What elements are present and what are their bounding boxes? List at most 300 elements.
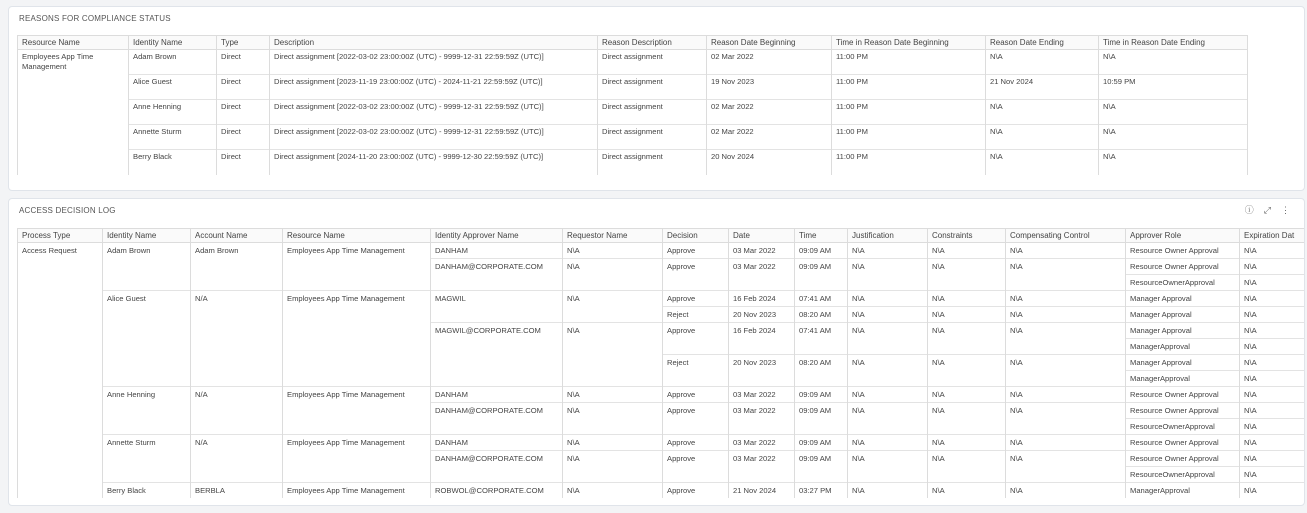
process-type-cell: Access Request (18, 243, 103, 259)
log-cell (1006, 371, 1126, 387)
log-row[interactable] (18, 339, 1306, 355)
log-cell: Manager Approval (1126, 307, 1240, 323)
compliance-cell-begin-time: 11:00 PM (832, 75, 986, 100)
log-row[interactable] (18, 467, 1306, 483)
log-cell (283, 355, 431, 371)
log-cell (283, 307, 431, 323)
log-cell: N\A (848, 483, 928, 499)
compliance-cell-type: Direct (217, 50, 270, 75)
log-cell (103, 467, 191, 483)
compliance-cell-begin: 19 Nov 2023 (707, 75, 832, 100)
log-cell (103, 371, 191, 387)
log-cell: N/A (191, 291, 283, 307)
log-cell (431, 307, 563, 323)
compliance-row[interactable] (18, 50, 1248, 75)
log-cell (795, 275, 848, 291)
log-cell: 09:09 AM (795, 243, 848, 259)
log-cell: 03 Mar 2022 (729, 403, 795, 419)
log-cell: 07:41 AM (795, 323, 848, 339)
log-cell: N\A (1240, 403, 1306, 419)
log-cell: Resource Owner Approval (1126, 259, 1240, 275)
log-cell (431, 355, 563, 371)
compliance-cell-end-time: N\A (1099, 50, 1248, 75)
log-cell: N\A (928, 451, 1006, 467)
log-cell: ManagerApproval (1126, 339, 1240, 355)
log-cell: N\A (563, 291, 663, 307)
log-cell: Adam Brown (103, 243, 191, 259)
log-cell: 03 Mar 2022 (729, 435, 795, 451)
log-cell (848, 419, 928, 435)
log-cell: DANHAM@CORPORATE.COM (431, 403, 563, 419)
log-cell (191, 467, 283, 483)
log-cell: N\A (563, 403, 663, 419)
log-cell: 08:20 AM (795, 355, 848, 371)
log-cell: MAGWIL (431, 291, 563, 307)
log-cell: N\A (1006, 307, 1126, 323)
log-cell: N\A (1240, 435, 1306, 451)
log-cell: 20 Nov 2023 (729, 307, 795, 323)
log-cell: Alice Guest (103, 291, 191, 307)
compliance-cell-type: Direct (217, 100, 270, 125)
log-column-header[interactable]: Justification (848, 229, 928, 243)
log-cell (729, 371, 795, 387)
log-cell (283, 419, 431, 435)
log-cell (729, 419, 795, 435)
log-cell: N\A (563, 451, 663, 467)
log-cell: N\A (1006, 323, 1126, 339)
access-log-panel (8, 198, 1305, 506)
log-column-header[interactable]: Constraints (928, 229, 1006, 243)
log-cell (283, 451, 431, 467)
log-cell: DANHAM@CORPORATE.COM (431, 259, 563, 275)
log-column-header[interactable]: Process Type (18, 229, 103, 243)
log-cell (103, 275, 191, 291)
compliance-column-header[interactable]: Description (270, 36, 598, 50)
log-row[interactable] (18, 259, 1306, 275)
log-cell: N\A (563, 435, 663, 451)
log-cell (1006, 275, 1126, 291)
log-cell: Approve (663, 451, 729, 467)
log-cell (103, 403, 191, 419)
log-cell: Approve (663, 291, 729, 307)
compliance-cell-type: Direct (217, 150, 270, 175)
log-cell: N\A (848, 323, 928, 339)
resource-name-cell: Employees App Time Management (18, 50, 129, 75)
log-cell: N\A (928, 435, 1006, 451)
log-cell: N\A (848, 307, 928, 323)
log-row[interactable] (18, 243, 1306, 259)
log-cell (103, 323, 191, 339)
log-cell (431, 339, 563, 355)
log-cell: Manager Approval (1126, 323, 1240, 339)
log-cell: 09:09 AM (795, 403, 848, 419)
compliance-cell-end-time: N\A (1099, 100, 1248, 125)
log-cell (1006, 467, 1126, 483)
log-cell: N\A (848, 291, 928, 307)
log-cell: N\A (1240, 387, 1306, 403)
log-cell: N\A (848, 451, 928, 467)
log-cell: N\A (563, 387, 663, 403)
log-cell (431, 371, 563, 387)
log-cell: N\A (1006, 435, 1126, 451)
log-cell (283, 403, 431, 419)
log-cell: 21 Nov 2024 (729, 483, 795, 499)
log-cell: 03 Mar 2022 (729, 259, 795, 275)
log-cell: N\A (563, 483, 663, 499)
compliance-column-header[interactable]: Time in Reason Date Ending (1099, 36, 1248, 50)
log-cell: N\A (1240, 483, 1306, 499)
resource-name-cell (18, 150, 129, 175)
compliance-row[interactable] (18, 75, 1248, 100)
compliance-cell-begin-time: 11:00 PM (832, 100, 986, 125)
log-row[interactable] (18, 387, 1306, 403)
log-cell (283, 467, 431, 483)
log-cell: DANHAM (431, 435, 563, 451)
log-cell: Employees App Time Management (283, 243, 431, 259)
log-cell: N\A (1240, 275, 1306, 291)
log-cell: Approve (663, 259, 729, 275)
compliance-column-header[interactable]: Time in Reason Date Beginning (832, 36, 986, 50)
info-icon[interactable]: ⓘ (1244, 205, 1254, 215)
compliance-cell-description: Direct assignment [2023-11-19 23:00:00Z (UTC) - 2024-11-21 22:59:59Z (UTC)] (270, 75, 598, 100)
process-type-cell (18, 291, 103, 307)
log-cell: 07:41 AM (795, 291, 848, 307)
log-cell (283, 371, 431, 387)
compliance-cell-identity: Alice Guest (129, 75, 217, 100)
compliance-cell-end-time: N\A (1099, 150, 1248, 175)
log-row[interactable] (18, 403, 1306, 419)
log-cell (563, 307, 663, 323)
log-cell (848, 275, 928, 291)
compliance-cell-end: N\A (986, 100, 1099, 125)
compliance-cell-end-time: 10:59 PM (1099, 75, 1248, 100)
compliance-column-header[interactable]: Reason Description (598, 36, 707, 50)
log-cell: N\A (1006, 243, 1126, 259)
compliance-cell-reason: Direct assignment (598, 75, 707, 100)
log-cell (1006, 419, 1126, 435)
log-cell (848, 467, 928, 483)
log-cell (191, 371, 283, 387)
log-column-header[interactable]: Date (729, 229, 795, 243)
log-cell: N\A (848, 403, 928, 419)
log-cell (663, 419, 729, 435)
log-cell (563, 339, 663, 355)
log-cell (795, 371, 848, 387)
compliance-cell-begin-time: 11:00 PM (832, 125, 986, 150)
compliance-cell-begin: 02 Mar 2022 (707, 125, 832, 150)
log-row[interactable] (18, 307, 1306, 323)
log-row[interactable] (18, 371, 1306, 387)
log-cell: 03 Mar 2022 (729, 387, 795, 403)
log-cell: N\A (928, 291, 1006, 307)
process-type-cell (18, 259, 103, 275)
log-cell (283, 339, 431, 355)
log-cell: N\A (1240, 259, 1306, 275)
log-column-header[interactable]: Time (795, 229, 848, 243)
log-cell: DANHAM@CORPORATE.COM (431, 451, 563, 467)
log-cell: 09:09 AM (795, 387, 848, 403)
log-cell: N\A (563, 323, 663, 339)
compliance-cell-reason: Direct assignment (598, 100, 707, 125)
log-cell (795, 419, 848, 435)
compliance-cell-begin: 02 Mar 2022 (707, 50, 832, 75)
log-cell: N\A (1240, 419, 1306, 435)
log-cell (663, 371, 729, 387)
log-column-header[interactable]: Identity Approver Name (431, 229, 563, 243)
log-cell (431, 275, 563, 291)
log-cell: BERBLA (191, 483, 283, 499)
compliance-cell-identity: Anne Henning (129, 100, 217, 125)
log-cell: N\A (1240, 339, 1306, 355)
log-cell (103, 355, 191, 371)
log-cell: N/A (191, 435, 283, 451)
log-cell (191, 323, 283, 339)
log-cell (848, 339, 928, 355)
log-cell: Employees App Time Management (283, 483, 431, 499)
log-cell: 09:09 AM (795, 451, 848, 467)
log-column-header[interactable]: Account Name (191, 229, 283, 243)
log-cell: ManagerApproval (1126, 483, 1240, 499)
log-cell (663, 275, 729, 291)
log-cell: ResourceOwnerApproval (1126, 419, 1240, 435)
log-cell: Approve (663, 483, 729, 499)
log-row[interactable] (18, 355, 1306, 371)
log-cell: Employees App Time Management (283, 291, 431, 307)
log-cell: N\A (563, 259, 663, 275)
process-type-cell (18, 339, 103, 355)
log-cell: N\A (1240, 371, 1306, 387)
log-row[interactable] (18, 451, 1306, 467)
log-cell (191, 419, 283, 435)
process-type-cell (18, 419, 103, 435)
log-cell (191, 339, 283, 355)
log-cell: N\A (848, 435, 928, 451)
process-type-cell (18, 483, 103, 499)
log-cell (431, 419, 563, 435)
log-cell: 03:27 PM (795, 483, 848, 499)
resource-name-cell (18, 100, 129, 125)
log-cell (103, 307, 191, 323)
log-cell (563, 355, 663, 371)
process-type-cell (18, 307, 103, 323)
log-cell (928, 419, 1006, 435)
log-column-header[interactable]: Decision (663, 229, 729, 243)
log-cell: N\A (848, 355, 928, 371)
log-cell: N\A (1006, 291, 1126, 307)
log-column-header[interactable]: Requestor Name (563, 229, 663, 243)
compliance-panel (8, 6, 1305, 191)
log-cell (795, 339, 848, 355)
process-type-cell (18, 323, 103, 339)
compliance-cell-begin-time: 11:00 PM (832, 150, 986, 175)
log-cell: N\A (848, 259, 928, 275)
access-log-table (17, 228, 1305, 498)
log-cell (563, 419, 663, 435)
process-type-cell (18, 387, 103, 403)
log-cell: Manager Approval (1126, 355, 1240, 371)
log-row[interactable] (18, 435, 1306, 451)
log-cell: 03 Mar 2022 (729, 451, 795, 467)
log-column-header[interactable]: Identity Name (103, 229, 191, 243)
log-cell: DANHAM (431, 243, 563, 259)
log-cell: ResourceOwnerApproval (1126, 467, 1240, 483)
log-cell: N\A (1240, 291, 1306, 307)
log-cell: Resource Owner Approval (1126, 243, 1240, 259)
compliance-cell-description: Direct assignment [2022-03-02 23:00:00Z (UTC) - 9999-12-31 22:59:59Z (UTC)] (270, 100, 598, 125)
log-cell: N\A (928, 323, 1006, 339)
log-cell: Resource Owner Approval (1126, 403, 1240, 419)
log-cell: Resource Owner Approval (1126, 451, 1240, 467)
log-cell: ROBWOL@CORPORATE.COM (431, 483, 563, 499)
resource-name-cell (18, 75, 129, 100)
process-type-cell (18, 435, 103, 451)
compliance-cell-reason: Direct assignment (598, 125, 707, 150)
compliance-cell-end-time: N\A (1099, 125, 1248, 150)
log-cell (103, 451, 191, 467)
log-cell: N\A (1240, 355, 1306, 371)
compliance-column-header[interactable]: Reason Date Ending (986, 36, 1099, 50)
log-cell (848, 371, 928, 387)
compliance-row[interactable] (18, 125, 1248, 150)
log-cell: Approve (663, 323, 729, 339)
log-cell (191, 355, 283, 371)
compliance-cell-begin-time: 11:00 PM (832, 50, 986, 75)
log-cell: 16 Feb 2024 (729, 291, 795, 307)
log-cell (663, 467, 729, 483)
compliance-cell-end: N\A (986, 125, 1099, 150)
log-cell: 20 Nov 2023 (729, 355, 795, 371)
log-cell (283, 275, 431, 291)
log-cell: N\A (928, 403, 1006, 419)
log-cell (729, 339, 795, 355)
compliance-panel-title: REASONS FOR COMPLIANCE STATUS (19, 14, 171, 23)
compliance-table (17, 35, 1248, 175)
more-icon[interactable]: ⋮ (1281, 205, 1290, 215)
log-cell: Manager Approval (1126, 291, 1240, 307)
log-row[interactable] (18, 275, 1306, 291)
log-cell: N\A (563, 243, 663, 259)
log-cell: 09:09 AM (795, 259, 848, 275)
compliance-column-header[interactable]: Identity Name (129, 36, 217, 50)
compliance-cell-description: Direct assignment [2022-03-02 23:00:00Z (UTC) - 9999-12-31 22:59:59Z (UTC)] (270, 125, 598, 150)
log-cell: DANHAM (431, 387, 563, 403)
log-row[interactable] (18, 291, 1306, 307)
log-cell: N\A (928, 483, 1006, 499)
log-cell: Employees App Time Management (283, 387, 431, 403)
log-cell (663, 339, 729, 355)
log-cell: N\A (1006, 355, 1126, 371)
log-cell: N\A (1240, 451, 1306, 467)
log-cell: Adam Brown (191, 243, 283, 259)
compliance-cell-begin: 20 Nov 2024 (707, 150, 832, 175)
log-cell (191, 403, 283, 419)
log-cell: Approve (663, 243, 729, 259)
compliance-cell-reason: Direct assignment (598, 50, 707, 75)
log-cell: N\A (1006, 259, 1126, 275)
log-column-header[interactable]: Resource Name (283, 229, 431, 243)
process-type-cell (18, 467, 103, 483)
log-cell: N\A (1240, 323, 1306, 339)
expand-icon[interactable]: ⤢ (1263, 205, 1271, 215)
log-column-header[interactable]: Compensating Control (1006, 229, 1126, 243)
log-cell: N\A (928, 307, 1006, 323)
log-cell: N\A (1240, 243, 1306, 259)
log-cell: Anne Henning (103, 387, 191, 403)
log-cell (103, 339, 191, 355)
process-type-cell (18, 403, 103, 419)
compliance-cell-identity: Berry Black (129, 150, 217, 175)
log-cell: N\A (1006, 387, 1126, 403)
log-cell (1006, 339, 1126, 355)
compliance-row[interactable] (18, 150, 1248, 175)
log-cell: 08:20 AM (795, 307, 848, 323)
log-cell: Annette Sturm (103, 435, 191, 451)
log-row[interactable] (18, 323, 1306, 339)
log-cell: MAGWIL@CORPORATE.COM (431, 323, 563, 339)
log-cell (795, 467, 848, 483)
compliance-column-header[interactable]: Reason Date Beginning (707, 36, 832, 50)
log-cell (928, 339, 1006, 355)
compliance-cell-end: N\A (986, 50, 1099, 75)
log-cell (191, 451, 283, 467)
log-cell (563, 467, 663, 483)
log-cell: N\A (928, 355, 1006, 371)
log-row[interactable] (18, 483, 1306, 499)
log-cell: 16 Feb 2024 (729, 323, 795, 339)
compliance-column-header[interactable]: Type (217, 36, 270, 50)
compliance-column-header[interactable]: Resource Name (18, 36, 129, 50)
log-cell: Approve (663, 435, 729, 451)
log-cell: Reject (663, 307, 729, 323)
log-cell (563, 275, 663, 291)
compliance-cell-identity: Annette Sturm (129, 125, 217, 150)
log-cell (191, 275, 283, 291)
log-cell (283, 323, 431, 339)
log-cell: N\A (1240, 307, 1306, 323)
log-cell: N\A (1006, 403, 1126, 419)
log-cell: N\A (1006, 483, 1126, 499)
compliance-row[interactable] (18, 100, 1248, 125)
compliance-cell-description: Direct assignment [2024-11-20 23:00:00Z (UTC) - 9999-12-30 22:59:59Z (UTC)] (270, 150, 598, 175)
compliance-cell-type: Direct (217, 75, 270, 100)
log-column-header[interactable]: Expiration Dat (1240, 229, 1306, 243)
process-type-cell (18, 451, 103, 467)
resource-name-cell (18, 125, 129, 150)
log-cell: Resource Owner Approval (1126, 387, 1240, 403)
log-cell: N\A (928, 243, 1006, 259)
log-cell (191, 259, 283, 275)
log-cell: ManagerApproval (1126, 371, 1240, 387)
process-type-cell (18, 355, 103, 371)
log-cell: 09:09 AM (795, 435, 848, 451)
compliance-cell-end: N\A (986, 150, 1099, 175)
log-cell (729, 467, 795, 483)
log-row[interactable] (18, 419, 1306, 435)
log-cell (103, 259, 191, 275)
log-cell: Berry Black (103, 483, 191, 499)
compliance-cell-begin: 02 Mar 2022 (707, 100, 832, 125)
log-cell: N\A (928, 259, 1006, 275)
log-cell (283, 259, 431, 275)
compliance-cell-identity: Adam Brown (129, 50, 217, 75)
log-cell (103, 419, 191, 435)
log-cell (563, 371, 663, 387)
log-cell: N\A (1240, 467, 1306, 483)
log-column-header[interactable]: Approver Role (1126, 229, 1240, 243)
log-cell: N\A (1006, 451, 1126, 467)
log-cell (191, 307, 283, 323)
compliance-cell-end: 21 Nov 2024 (986, 75, 1099, 100)
